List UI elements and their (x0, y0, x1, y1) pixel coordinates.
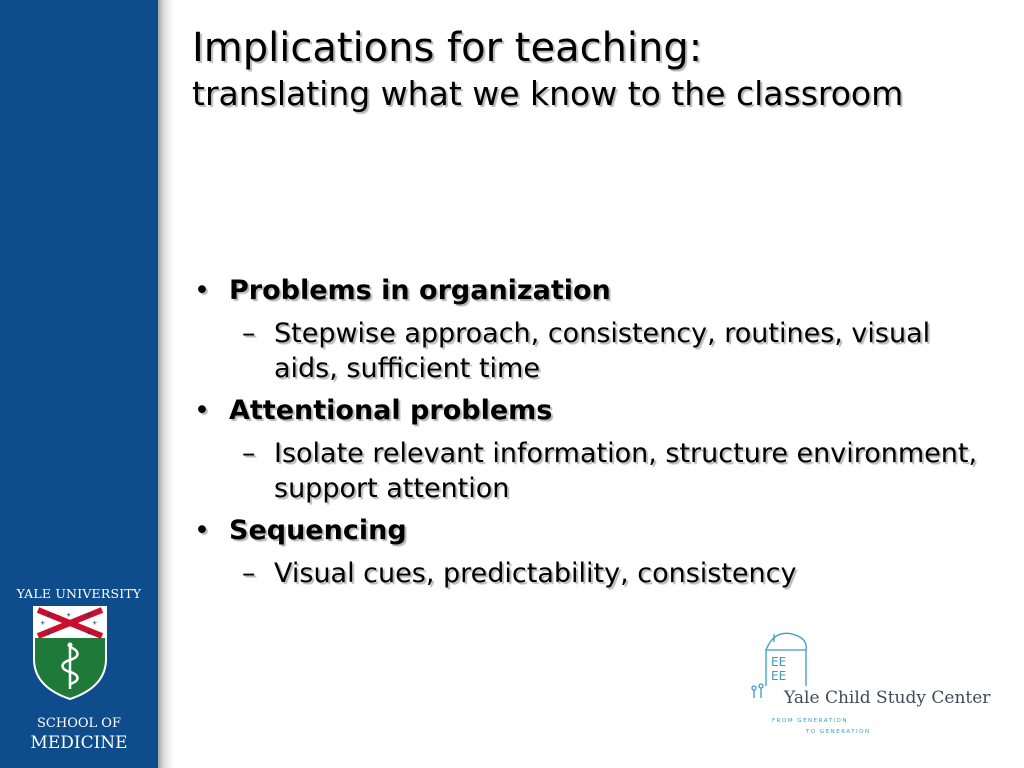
svg-text:EE: EE (771, 655, 787, 669)
bullet-marker: • (194, 275, 210, 306)
bullet-list (192, 268, 992, 597)
logo-name: Yale Child Study Center (784, 688, 991, 708)
bullet-item (192, 272, 992, 310)
dash-marker: – (242, 558, 256, 589)
sub-bullet-text: Visual cues, predictability, consistency (274, 558, 797, 589)
bullet-item (192, 392, 992, 430)
svg-text:⚜: ⚜ (86, 612, 92, 619)
yale-child-study-center-logo (748, 628, 1008, 740)
svg-text:⚜: ⚜ (46, 630, 52, 637)
sub-bullet-item (192, 436, 992, 506)
logo-tagline-1: FROM GENERATION (772, 718, 848, 724)
logo-tagline-2: TO GENERATION (806, 729, 871, 735)
sidebar-shadow (158, 0, 174, 768)
sub-bullet-item (192, 556, 992, 591)
yale-medicine-shield-icon (32, 605, 108, 701)
sub-bullet-text: Isolate relevant information, structure environment, support attention (274, 438, 978, 504)
slide-title: Implications for teaching: (192, 25, 703, 71)
bullet-heading: Sequencing (229, 515, 407, 546)
slide-title-block (192, 24, 992, 115)
dash-marker: – (242, 318, 256, 349)
medicine-label: MEDICINE (30, 733, 128, 753)
svg-text:⚜: ⚜ (92, 620, 98, 627)
bullet-marker: • (194, 515, 210, 546)
svg-text:EE: EE (771, 669, 787, 683)
bullet-heading: Attentional problems (229, 395, 553, 426)
slide-subtitle: translating what we know to the classroom (192, 74, 904, 113)
school-of-label: SCHOOL OF (37, 716, 121, 731)
bullet-item (192, 512, 992, 550)
svg-text:⚜: ⚜ (86, 630, 92, 637)
yale-university-label: YALE UNIVERSITY (16, 586, 142, 601)
dash-marker: – (242, 438, 256, 469)
bullet-heading: Problems in organization (229, 275, 611, 306)
bullet-marker: • (194, 395, 210, 426)
sub-bullet-item (192, 316, 992, 386)
svg-text:⚜: ⚜ (40, 620, 46, 627)
svg-text:⚜: ⚜ (46, 612, 52, 619)
svg-text:⚜: ⚜ (66, 612, 72, 619)
sub-bullet-text: Stepwise approach, consistency, routines, visual aids, sufficient time (274, 318, 931, 384)
